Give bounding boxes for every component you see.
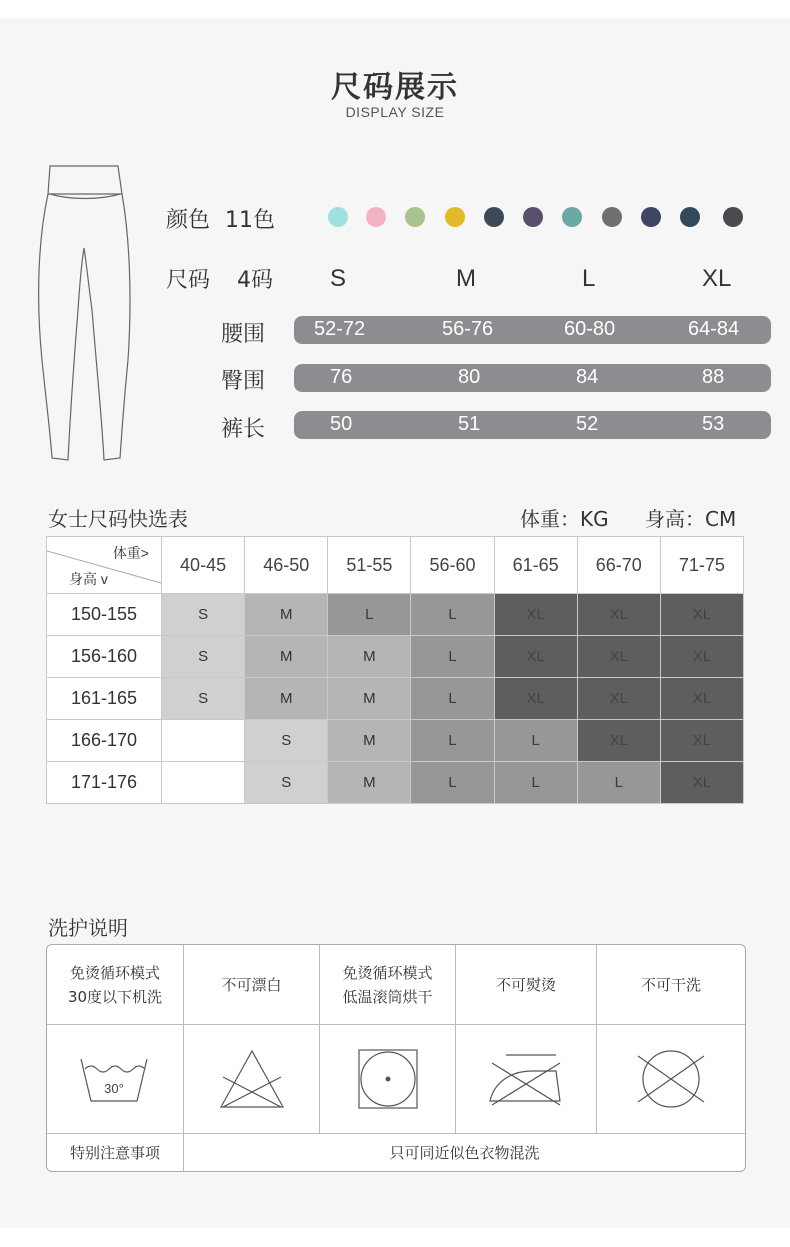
size-cell: M (328, 762, 411, 804)
color-swatch[interactable] (484, 207, 504, 227)
care-text: 不可干洗 (640, 975, 701, 994)
wash-temperature: 30° (104, 1081, 124, 1096)
waist-value-xl: 64-84 (688, 318, 740, 340)
size-cell: M (245, 678, 328, 720)
length-value-l: 52 (576, 413, 599, 435)
size-cell (162, 762, 245, 804)
waist-bar (294, 316, 771, 344)
care-item-no-iron (456, 945, 597, 1133)
weight-range-header: 71-75 (660, 537, 743, 594)
color-label: 颜色 (166, 208, 211, 233)
waist-value-s: 52-72 (314, 318, 366, 340)
size-cell: L (328, 594, 411, 636)
corner-height-label: 身高 v (69, 571, 108, 587)
table-corner (47, 537, 162, 594)
page-title: 尺码展示 (331, 70, 459, 105)
color-count: 11色 (225, 208, 275, 233)
color-swatch[interactable] (523, 207, 543, 227)
size-cell: XL (660, 720, 743, 762)
size-cell: S (245, 720, 328, 762)
size-cell: L (411, 762, 494, 804)
care-title: 洗护说明 (48, 916, 128, 940)
size-cell: XL (660, 594, 743, 636)
color-swatch[interactable] (723, 207, 743, 227)
weight-range-header: 51-55 (328, 537, 411, 594)
size-cell: L (411, 720, 494, 762)
size-cell: XL (660, 762, 743, 804)
height-range-cell: 156-160 (47, 636, 162, 678)
size-cell: XL (660, 678, 743, 720)
tumble-dry-low-icon (357, 1048, 419, 1110)
quick-table-title: 女士尺码快选表 (48, 507, 188, 531)
care-item-no-dry-clean (597, 945, 745, 1133)
size-cell: M (328, 720, 411, 762)
size-cell: XL (577, 594, 660, 636)
color-swatch[interactable] (680, 207, 700, 227)
leggings-outline-icon (30, 160, 140, 465)
table-row (47, 762, 744, 804)
weight-range-header: 66-70 (577, 537, 660, 594)
size-quick-select-table (46, 536, 744, 804)
care-item-no-bleach (184, 945, 320, 1133)
care-text: 免烫循环模式 低温滚筒烘干 (342, 963, 433, 1006)
color-swatch[interactable] (328, 207, 348, 227)
weight-range-header: 56-60 (411, 537, 494, 594)
waist-value-m: 56-76 (442, 318, 494, 340)
size-count: 4码 (237, 268, 273, 293)
size-cell: S (162, 636, 245, 678)
size-l: L (582, 265, 596, 292)
color-swatch[interactable] (602, 207, 622, 227)
waist-label: 腰围 (221, 322, 266, 347)
size-cell: M (328, 678, 411, 720)
table-row (47, 636, 744, 678)
care-note-label: 特别注意事项 (47, 1134, 184, 1171)
color-swatch[interactable] (641, 207, 661, 227)
care-item-tumble-dry (320, 945, 456, 1133)
size-cell: XL (577, 678, 660, 720)
hip-value-l: 84 (576, 366, 599, 388)
hip-bar (294, 364, 771, 392)
size-m: M (456, 265, 476, 292)
table-row (47, 678, 744, 720)
care-table (46, 944, 746, 1172)
height-range-cell: 150-155 (47, 594, 162, 636)
care-text: 免烫循环模式 30度以下机洗 (67, 963, 163, 1006)
size-cell: M (328, 636, 411, 678)
size-cell: XL (494, 678, 577, 720)
table-row (47, 594, 744, 636)
hip-value-s: 76 (330, 366, 353, 388)
care-note-text: 只可同近似色衣物混洗 (389, 1144, 540, 1162)
size-cell: XL (494, 636, 577, 678)
page-subtitle: DISPLAY SIZE (345, 104, 445, 120)
size-cell: L (494, 762, 577, 804)
size-cell: S (162, 594, 245, 636)
size-cell: L (411, 678, 494, 720)
table-header-row (47, 537, 744, 594)
hip-label: 臀围 (221, 369, 266, 394)
length-label: 裤长 (221, 417, 266, 442)
size-cell: L (577, 762, 660, 804)
no-iron-icon (486, 1049, 566, 1109)
color-swatch[interactable] (366, 207, 386, 227)
height-range-cell: 166-170 (47, 720, 162, 762)
height-range-cell: 161-165 (47, 678, 162, 720)
length-value-xl: 53 (702, 413, 725, 435)
size-cell: XL (577, 636, 660, 678)
weight-range-header: 40-45 (162, 537, 245, 594)
size-label: 尺码 (166, 268, 211, 293)
size-cell (162, 720, 245, 762)
length-value-s: 50 (330, 413, 353, 435)
care-text: 不可熨烫 (495, 975, 556, 994)
no-bleach-icon (217, 1047, 287, 1111)
size-s: S (330, 265, 347, 292)
corner-weight-label: 体重> (112, 545, 149, 561)
length-bar (294, 411, 771, 439)
table-row (47, 720, 744, 762)
height-range-cell: 171-176 (47, 762, 162, 804)
size-cell: S (245, 762, 328, 804)
hip-value-m: 80 (458, 366, 481, 388)
length-value-m: 51 (458, 413, 481, 435)
hip-value-xl: 88 (702, 366, 725, 388)
size-xl: XL (702, 265, 732, 292)
size-cell: L (494, 720, 577, 762)
color-swatch[interactable] (562, 207, 582, 227)
waist-value-l: 60-80 (564, 318, 616, 340)
table-body (47, 594, 744, 804)
size-cell: XL (660, 636, 743, 678)
size-cell: XL (577, 720, 660, 762)
size-cell: L (411, 594, 494, 636)
care-text: 不可漂白 (221, 975, 282, 994)
color-swatch[interactable] (445, 207, 465, 227)
size-cell: XL (494, 594, 577, 636)
weight-range-header: 61-65 (494, 537, 577, 594)
size-cell: L (411, 636, 494, 678)
weight-range-header: 46-50 (245, 537, 328, 594)
size-cell: S (162, 678, 245, 720)
no-dry-clean-icon (636, 1048, 706, 1110)
height-unit: 身高：CM (645, 507, 737, 531)
size-cell: M (245, 636, 328, 678)
care-item-wash (47, 945, 184, 1133)
size-cell: M (245, 594, 328, 636)
color-swatch[interactable] (405, 207, 425, 227)
weight-unit: 体重：KG (520, 507, 609, 531)
wash-30-icon (75, 1049, 155, 1109)
